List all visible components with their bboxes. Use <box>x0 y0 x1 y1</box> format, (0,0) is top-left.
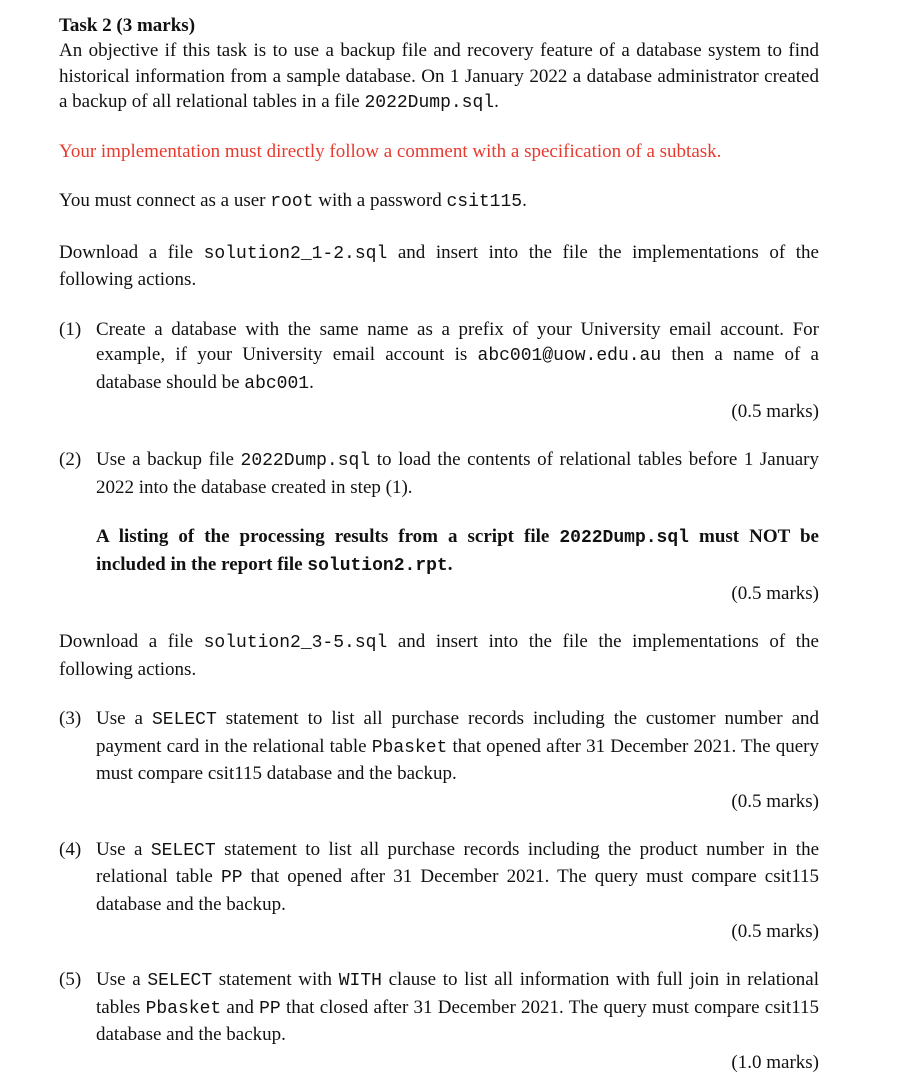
download1-text: Download a file <box>59 241 204 263</box>
task-document <box>59 12 819 1075</box>
step5-text-2: statement with <box>212 969 339 990</box>
download-instruction-2 <box>59 629 819 682</box>
step-number: (1) <box>59 318 82 340</box>
intro-text: An objective if this task is to use a backup file and recovery feature of a database system to find historical information from a sample database. On 1 January 2022 a database administrator created a backup of all relational tables in a file <box>59 40 819 112</box>
connect-end: . <box>522 190 527 211</box>
step3-keyword: SELECT <box>151 710 217 730</box>
step3-text: Use a <box>96 708 152 729</box>
task-title: Task 2 (3 marks) <box>59 15 196 36</box>
step1-dbname: abc001 <box>244 373 310 394</box>
note-report-file: solution2.rpt <box>307 555 448 576</box>
connect-password: csit115 <box>446 192 523 212</box>
step-2 <box>59 447 819 500</box>
note-text-2: must NOT be included in the report file <box>96 526 819 575</box>
step1-end: . <box>309 371 314 393</box>
step5-text: Use a <box>96 969 148 990</box>
step-number: (3) <box>59 708 82 729</box>
connect-instruction <box>59 188 819 216</box>
step4-table: PP <box>220 868 243 888</box>
intro-file: 2022Dump.sql <box>364 93 495 113</box>
step-number: (4) <box>59 838 82 860</box>
intro-end: . <box>494 91 499 112</box>
step2-text-2: to load the contents of relational tables before 1 January 2022 into the database created in step (1). <box>96 449 820 498</box>
step3-text-2: statement to list all purchase records including the customer number and payment card in the relational table <box>96 708 820 757</box>
step5-table-2: PP <box>259 998 281 1019</box>
connect-user: root <box>270 192 314 212</box>
step-5 <box>59 967 819 1048</box>
step5-text-3: clause to list all information with full join in relational tables <box>96 969 819 1018</box>
download2-text: Download a file <box>59 631 204 652</box>
step1-email: abc001@uow.edu.au <box>477 346 662 366</box>
note-text: A listing of the processing results from a script file <box>96 526 560 547</box>
warning-text: Your implementation must directly follow a comment with a specification of a subtask. <box>59 140 722 162</box>
step1-text: Create a database with the same name as a prefix of your University email account. For example, if your University email account is <box>96 318 819 365</box>
step-3 <box>59 706 819 787</box>
step2-note <box>59 524 819 579</box>
step2-file: 2022Dump.sql <box>240 451 371 471</box>
step5-text-5: that closed after 31 December 2021. The query must compare csit115 database and the backup. <box>96 996 819 1045</box>
note-file: 2022Dump.sql <box>559 528 689 548</box>
step-1 <box>59 317 819 398</box>
step-number: (2) <box>59 449 82 470</box>
step5-marks: (1.0 marks) <box>731 1051 819 1073</box>
step-number: (5) <box>59 969 82 990</box>
step5-table-1: Pbasket <box>145 998 222 1019</box>
download-instruction-1 <box>59 240 819 293</box>
download2-text-2: and insert into the file the implementations of the following actions. <box>59 631 819 680</box>
task-intro <box>59 38 819 117</box>
step4-text-2: statement to list all purchase records including the product number in the relational table <box>96 838 819 887</box>
step1-marks: (0.5 marks) <box>731 401 819 422</box>
connect-text: You must connect as a user <box>59 190 271 211</box>
step4-text: Use a <box>96 838 151 860</box>
download2-file: solution2_3-5.sql <box>203 633 388 653</box>
step-4 <box>59 837 819 918</box>
step3-marks: (0.5 marks) <box>731 790 819 812</box>
step2-marks: (0.5 marks) <box>731 583 819 604</box>
step5-keyword: SELECT <box>147 971 213 991</box>
step4-keyword: SELECT <box>150 840 216 861</box>
step5-keyword-2: WITH <box>338 971 382 991</box>
step5-text-4: and <box>221 996 260 1018</box>
download1-file: solution2_1-2.sql <box>203 243 388 264</box>
step4-text-3: that opened after 31 December 2021. The query must compare csit115 database and the backup. <box>96 866 819 915</box>
connect-text-2: with a password <box>313 190 447 211</box>
download1-text-2: and insert into the file the implementations of the following actions. <box>59 241 819 290</box>
step2-text: Use a backup file <box>96 449 241 470</box>
step3-text-3: that opened after 31 December 2021. The query must compare csit115 database and the backup. <box>96 735 820 784</box>
step1-text-2: then a name of a database should be <box>96 344 819 393</box>
note-end: . <box>447 553 453 575</box>
step4-marks: (0.5 marks) <box>731 921 819 942</box>
step3-table: Pbasket <box>371 737 448 758</box>
